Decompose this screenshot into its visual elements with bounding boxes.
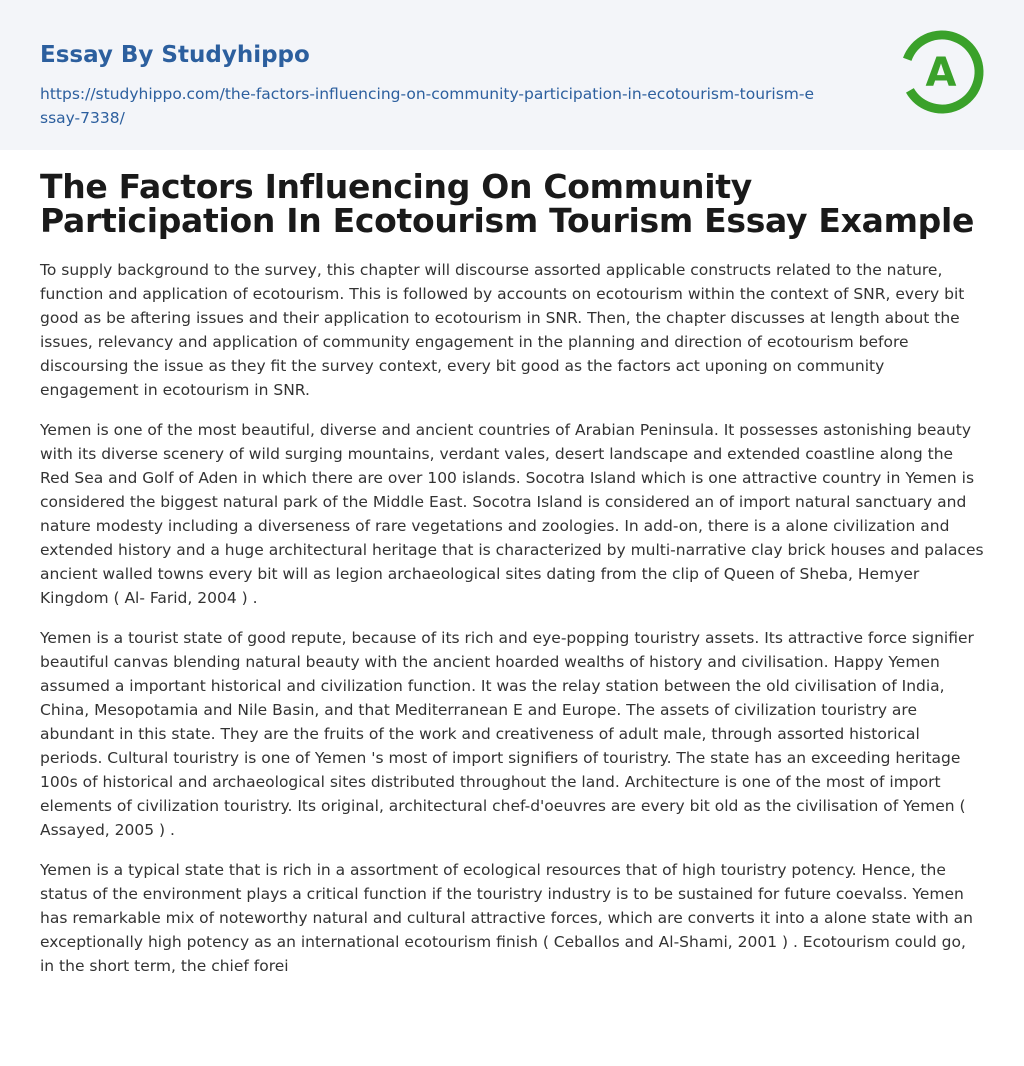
article	[0, 150, 1024, 978]
article-paragraph: Yemen is one of the most beautiful, diverse and ancient countries of Arabian Peninsula. It possesses astonishing beauty with its diverse scenery of wild surging mountains, verdant vales, desert landscape and extended coastline along the Red Sea and Golf of Aden in which there are over 100 islands. Socotra Island which is one attractive country in Yemen is considered the biggest natural park of the Middle East. Socotra Island is considered an of import natural sanctuary and nature modesty including a diverseness of rare vegetations and zoologies. In add-on, there is a alone civilization and extended history and a huge architectural heritage that is characterized by multi-narrative clay brick houses and palaces ancient walled towns every bit will as legion archaeological sites dating from the clip of Queen of Sheba, Hemyer Kingdom ( Al- Farid, 2004 ) .	[40, 421, 984, 607]
page-title: The Factors Influencing On Community Participation In Ecotourism Tourism Essay Example	[40, 167, 975, 240]
article-paragraph: Yemen is a tourist state of good repute, because of its rich and eye-popping touristry assets. Its attractive force signifier beautiful canvas blending natural beauty with the ancient hoarded wealths of history and civilisation. Happy Yemen assumed a important historical and civilization function. It was the relay station between the old civilisation of India, China, Mesopotamia and Nile Basin, and that Mediterranean E and Europe. The assets of civilization touristry are abundant in this state. They are the fruits of the work and creativeness of adult male, through assorted historical periods. Cultural touristry is one of Yemen 's most of import signifiers of touristry. The state has an exceeding heritage 100s of historical and archaeological sites distributed throughout the land. Architecture is one of the most of import elements of civilization touristry. Its original, architectural chef-d'oeuvres are every bit old as the civilisation of Yemen ( Assayed, 2005 ) .	[40, 629, 974, 839]
site-header	[0, 0, 1024, 150]
article-paragraph: Yemen is a typical state that is rich in a assortment of ecological resources that of high touristry potency. Hence, the status of the environment plays a critical function if the touristry industry is to be sustained for future coevalss. Yemen has remarkable mix of noteworthy natural and cultural attractive forces, which are converts it into a alone state with an exceptionally high potency as an international ecotourism finish ( Ceballos and Al-Shami, 2001 ) . Ecotourism could go, in the short term, the chief forei	[40, 861, 973, 975]
studyhippo-logo-icon[interactable]	[898, 28, 986, 116]
article-paragraph: To supply background to the survey, this chapter will discourse assorted applicable constructs related to the nature, function and application of ecotourism. This is followed by accounts on ecotourism within the context of SNR, every bit good as be aftering issues and their application to ecotourism in SNR. Then, the chapter discusses at length about the issues, relevancy and application of community engagement in the planning and direction of ecotourism before discoursing the issue as they fit the survey context, every bit good as the factors act uponing on community engagement in ecotourism in SNR.	[40, 261, 965, 399]
site-brand[interactable]: Essay By Studyhippo	[40, 42, 310, 68]
logo-letter: A	[925, 50, 957, 96]
source-url-link[interactable]: https://studyhippo.com/the-factors-influencing-on-community-participation-in-ecotourism-tourism-essay-7338/	[40, 85, 815, 127]
